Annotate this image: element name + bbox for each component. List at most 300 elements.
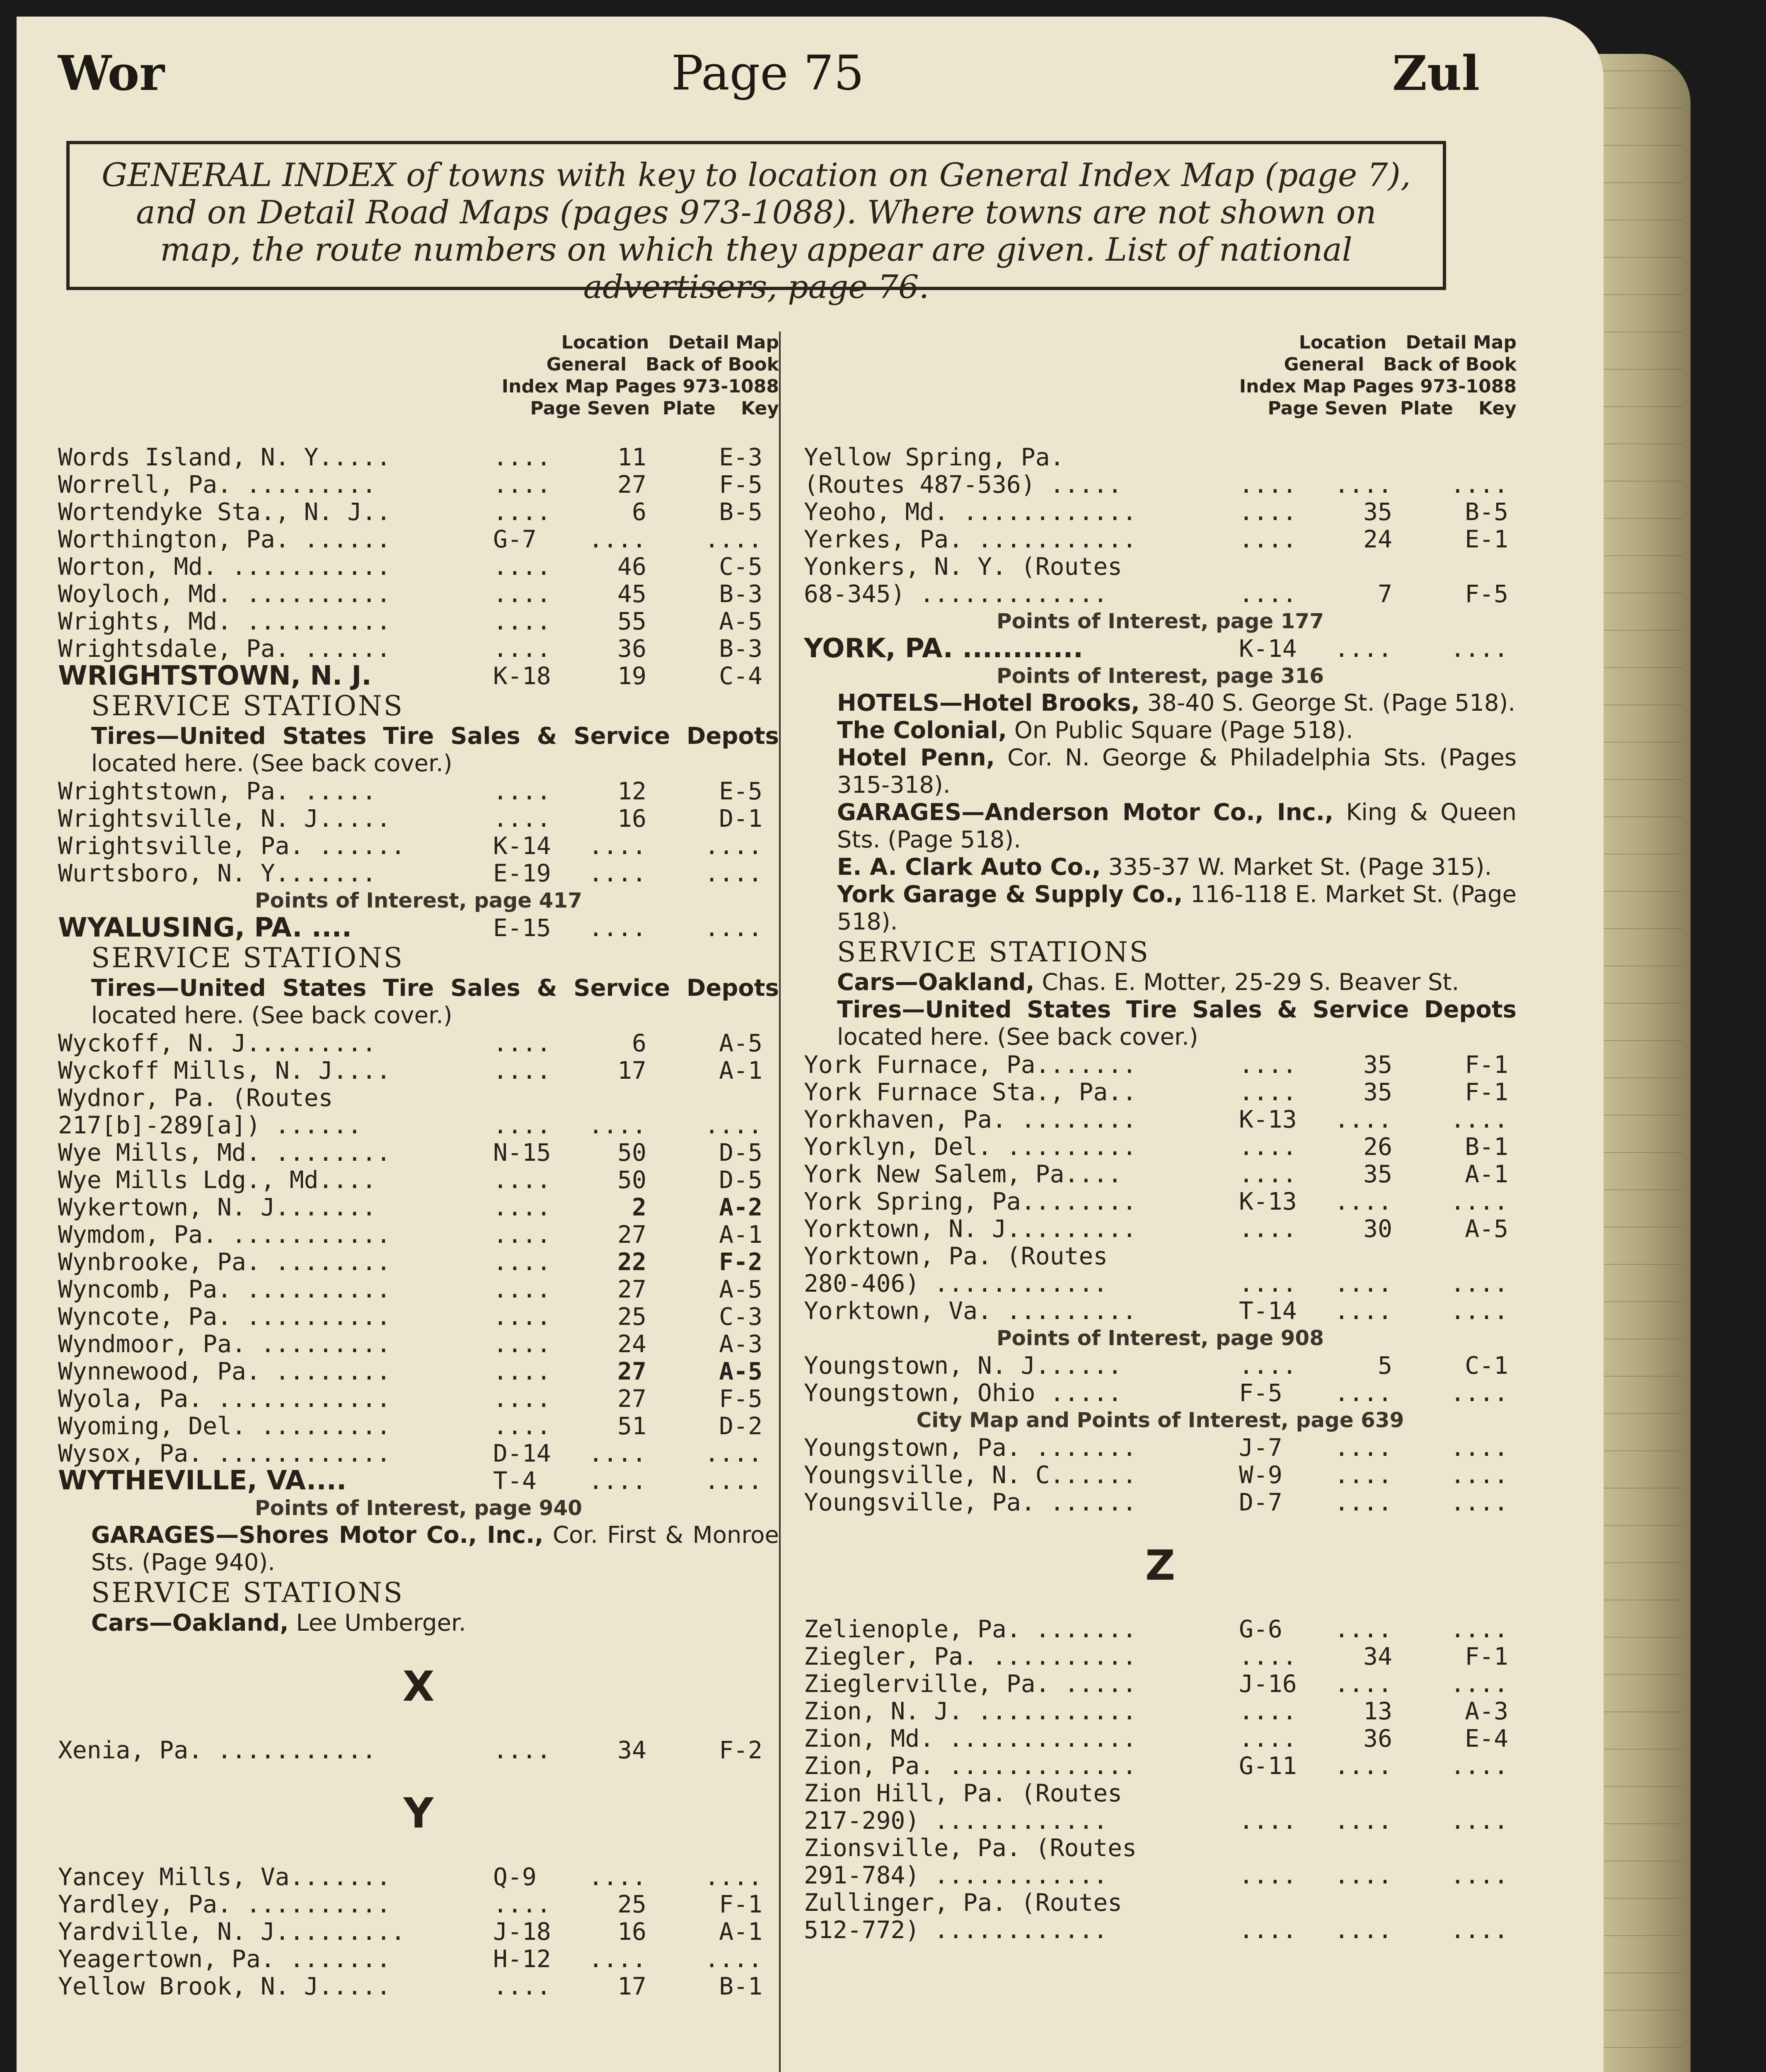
- listing-paragraph: [804, 717, 1517, 744]
- index-entry: [804, 1807, 1517, 1834]
- listing-business-name: GARAGES—Anderson Motor Co., Inc.,: [837, 799, 1334, 826]
- index-entry: [804, 1297, 1517, 1324]
- index-entry: [804, 1670, 1517, 1697]
- listing-details: 335-37 W. Market St. (Page 315).: [1101, 854, 1492, 881]
- location-key: ....: [1239, 1269, 1297, 1297]
- plate-number: 27: [617, 1275, 646, 1303]
- index-entry: [804, 1461, 1517, 1489]
- plate-number: ....: [1334, 1187, 1392, 1215]
- points-of-interest-note: Points of Interest, page 417: [255, 888, 582, 913]
- town-name: WRIGHTSTOWN, N. J.: [58, 661, 372, 691]
- listing-details: located here. (See back cover.): [91, 1002, 452, 1029]
- map-key: B-5: [1465, 498, 1508, 526]
- town-name: Yorktown, N. J.........: [804, 1215, 1137, 1243]
- plate-number: 50: [617, 1138, 646, 1167]
- location-key: E-19: [493, 859, 551, 887]
- listing-business-name: Hotel Penn,: [837, 744, 995, 771]
- location-key: ....: [1239, 470, 1297, 499]
- index-entry: [804, 1379, 1517, 1406]
- listing-details: located here. (See back cover.): [837, 1024, 1198, 1051]
- plate-number: 46: [617, 552, 646, 581]
- index-entry: [804, 1725, 1517, 1752]
- plate-number: 45: [617, 580, 646, 608]
- column-header-line: Location Detail Map: [561, 332, 779, 353]
- listing-details: 38-40 S. George St. (Page 518).: [1139, 690, 1516, 716]
- map-key: ....: [1450, 1806, 1508, 1835]
- town-name: Yorktown, Pa. (Routes: [804, 1242, 1108, 1270]
- location-key: ....: [493, 804, 551, 833]
- points-of-interest-note: Points of Interest, page 940: [255, 1496, 582, 1520]
- index-entry: [804, 1489, 1517, 1516]
- book-page: [17, 17, 1604, 2072]
- plate-number: 12: [617, 777, 646, 805]
- plate-number: 13: [1363, 1697, 1392, 1725]
- location-key: ....: [493, 1330, 551, 1358]
- location-key: ....: [493, 1056, 551, 1084]
- location-key: ....: [493, 777, 551, 805]
- listing-paragraph: [58, 723, 779, 777]
- section-heading: SERVICE STATIONS: [91, 1577, 404, 1609]
- page-number: Page 75: [671, 46, 864, 101]
- listing-details: On Public Square (Page 518).: [1007, 717, 1353, 744]
- plate-number: 19: [617, 662, 646, 690]
- column-header: [58, 332, 779, 443]
- location-key: ....: [493, 607, 551, 635]
- location-key: ....: [493, 1111, 551, 1139]
- map-key: E-4: [1465, 1724, 1508, 1752]
- listing-details: Cor. N. George & Philadelphia Sts. (Pages 315-318).: [837, 744, 1517, 799]
- index-entry: [804, 1352, 1517, 1379]
- index-entry: [804, 580, 1517, 608]
- location-key: ....: [1239, 1215, 1297, 1243]
- listing-business-name: The Colonial,: [837, 717, 1007, 744]
- town-name: York Furnace, Pa.......: [804, 1051, 1137, 1079]
- map-key: C-5: [719, 552, 762, 581]
- town-name: Wrights, Md. ..........: [58, 607, 391, 635]
- map-key: ....: [704, 1863, 762, 1891]
- location-key: ....: [1239, 1697, 1297, 1725]
- index-entry: [804, 1861, 1517, 1889]
- plate-number: ....: [1334, 1379, 1392, 1407]
- plate-number: ....: [1334, 1269, 1392, 1297]
- listing-details: located here. (See back cover.): [91, 750, 452, 777]
- plate-number: ....: [588, 832, 646, 860]
- points-of-interest-note: Points of Interest, page 177: [997, 609, 1324, 633]
- location-key: Q-9: [493, 1863, 537, 1891]
- town-name: Yardville, N. J.........: [58, 1917, 406, 1946]
- listing-paragraph: [58, 1522, 779, 1576]
- location-key: ....: [1239, 1133, 1297, 1161]
- index-entry: [58, 1276, 779, 1303]
- town-name: Yancey Mills, Va.......: [58, 1863, 391, 1891]
- map-key: ....: [1450, 1670, 1508, 1698]
- map-key: F-5: [719, 470, 762, 499]
- town-name: Wysox, Pa. ............: [58, 1439, 391, 1467]
- map-key: C-4: [719, 662, 762, 690]
- index-entry: [58, 1111, 779, 1139]
- town-name: Yorklyn, Del. .........: [804, 1133, 1137, 1161]
- town-name: Yonkers, N. Y. (Routes: [804, 552, 1122, 581]
- index-entry: [804, 1643, 1517, 1670]
- town-name: Wrightstown, Pa. .....: [58, 777, 377, 805]
- town-name: Wrightsville, N. J.....: [58, 804, 391, 833]
- index-entry: [58, 608, 779, 635]
- index-entry: [804, 1834, 1517, 1861]
- location-key: ....: [493, 1220, 551, 1249]
- map-key: ....: [1450, 1433, 1508, 1462]
- town-name: Wyoming, Del. .........: [58, 1412, 391, 1440]
- index-entry: [58, 1084, 779, 1111]
- town-name: Wynnewood, Pa. ........: [58, 1357, 391, 1385]
- location-key: ....: [493, 1890, 551, 1918]
- listing-paragraph: [58, 1610, 779, 1637]
- plate-number: ....: [1334, 1615, 1392, 1643]
- index-entry: [58, 1029, 779, 1057]
- location-key: ....: [1239, 1078, 1297, 1106]
- listing-details: 116-118 E. Market St. (Page 518).: [837, 881, 1517, 935]
- town-name: WYTHEVILLE, VA....: [58, 1465, 347, 1496]
- location-key: ....: [1239, 1051, 1297, 1079]
- location-key: D-7: [1239, 1488, 1282, 1516]
- map-key: ....: [1450, 1861, 1508, 1889]
- town-name: 68-345) .............: [804, 580, 1108, 608]
- map-key: ....: [1450, 634, 1508, 663]
- listing-details: Cor. First & Monroe Sts. (Page 940).: [91, 1522, 779, 1576]
- index-entry: [804, 1434, 1517, 1461]
- location-key: K-13: [1239, 1105, 1297, 1133]
- index-entry: [58, 777, 779, 805]
- index-entry: [804, 1188, 1517, 1215]
- location-key: ....: [1239, 1861, 1297, 1889]
- town-name: Wrightsdale, Pa. ......: [58, 634, 391, 663]
- map-key: A-1: [1465, 1160, 1508, 1188]
- plate-number: ....: [1334, 1433, 1392, 1462]
- location-key: ....: [493, 1275, 551, 1303]
- town-name: York Furnace Sta., Pa..: [804, 1078, 1137, 1106]
- index-entry: [58, 914, 779, 942]
- map-key: E-5: [719, 777, 762, 805]
- town-name: Zionsville, Pa. (Routes: [804, 1834, 1137, 1862]
- plate-number: ....: [588, 1863, 646, 1891]
- index-entry: [58, 1139, 779, 1166]
- general-index-notice: GENERAL INDEX of towns with key to location on General Index Map (page 7), and on Detail Road Maps (pages 973-1088). Where towns are not shown on map, the route numbers on which they appear are given. List of national advertisers, page 76.: [66, 141, 1446, 290]
- index-entry: [804, 471, 1517, 498]
- plate-number: ....: [1334, 1916, 1392, 1944]
- plate-number: 17: [617, 1056, 646, 1084]
- listing-business-name: Cars—Oakland,: [91, 1610, 289, 1636]
- map-key: A-1: [719, 1056, 762, 1084]
- listing-business-name: Tires—United States Tire Sales & Service Depots: [91, 975, 779, 1002]
- index-entry: [804, 1752, 1517, 1779]
- index-entry: [804, 1106, 1517, 1133]
- map-key: ....: [704, 914, 762, 942]
- location-key: ....: [1239, 1724, 1297, 1752]
- location-key: ....: [493, 498, 551, 526]
- town-name: Worthington, Pa. ......: [58, 525, 391, 553]
- location-key: ....: [1239, 1351, 1297, 1380]
- plate-number: ....: [1334, 1105, 1392, 1133]
- location-key: ....: [493, 552, 551, 581]
- listing-paragraph: [804, 969, 1517, 996]
- index-entry: [58, 1945, 779, 1973]
- location-key: E-15: [493, 914, 551, 942]
- map-key: ....: [704, 1467, 762, 1495]
- town-name: Xenia, Pa. ...........: [58, 1736, 377, 1764]
- town-name: Wyola, Pa. ............: [58, 1385, 391, 1413]
- town-name: 291-784) ............: [804, 1861, 1108, 1889]
- location-key: J-7: [1239, 1433, 1282, 1462]
- map-key: C-3: [719, 1302, 762, 1331]
- map-key: B-3: [719, 580, 762, 608]
- map-key: F-2: [719, 1248, 762, 1276]
- map-key: A-5: [719, 1029, 762, 1057]
- location-key: N-15: [493, 1138, 551, 1167]
- listing-paragraph: [58, 975, 779, 1029]
- plate-number: 16: [617, 804, 646, 833]
- points-of-interest-note: City Map and Points of Interest, page 639: [916, 1408, 1404, 1432]
- plate-number: ....: [588, 1467, 646, 1495]
- plate-number: 36: [617, 634, 646, 663]
- listing-paragraph: [804, 799, 1517, 854]
- plate-number: 7: [1378, 580, 1392, 608]
- map-key: B-5: [719, 498, 762, 526]
- plate-number: 36: [1363, 1724, 1392, 1752]
- map-key: B-1: [719, 1972, 762, 2000]
- index-entry: [58, 1330, 779, 1358]
- location-key: F-5: [1239, 1379, 1282, 1407]
- map-key: A-1: [719, 1220, 762, 1249]
- location-key: ....: [493, 1166, 551, 1194]
- location-key: K-18: [493, 662, 551, 690]
- plate-number: 27: [617, 1357, 646, 1385]
- index-entry: [58, 1057, 779, 1084]
- town-name: Youngsville, N. C......: [804, 1461, 1137, 1489]
- listing-paragraph: [804, 744, 1517, 799]
- index-entry: [804, 1051, 1517, 1078]
- town-name: Wurtsboro, N. Y.......: [58, 859, 377, 887]
- location-key: ....: [493, 634, 551, 663]
- plate-number: 5: [1378, 1351, 1392, 1380]
- town-name: Wye Mills, Md. ........: [58, 1138, 391, 1167]
- index-entry: [58, 1221, 779, 1248]
- location-key: T-14: [1239, 1297, 1297, 1325]
- plate-number: 24: [617, 1330, 646, 1358]
- town-name: Wymdom, Pa. ...........: [58, 1220, 391, 1249]
- map-key: ....: [704, 1945, 762, 1973]
- index-entry: [804, 525, 1517, 553]
- town-name: Zullinger, Pa. (Routes: [804, 1888, 1122, 1917]
- map-key: A-5: [1465, 1215, 1508, 1243]
- plate-number: ....: [588, 914, 646, 942]
- index-entry: [58, 1166, 779, 1193]
- index-entry: [804, 1133, 1517, 1160]
- index-entry: [58, 1467, 779, 1494]
- town-name: Yellow Brook, N. J.....: [58, 1972, 391, 2000]
- map-key: ....: [1450, 1379, 1508, 1407]
- town-name: Wydnor, Pa. (Routes: [58, 1084, 333, 1112]
- plate-number: 26: [1363, 1133, 1392, 1161]
- town-name: Zion Hill, Pa. (Routes: [804, 1779, 1122, 1807]
- town-name: Zion, Md. .............: [804, 1724, 1137, 1752]
- column-divider: [779, 332, 781, 2072]
- location-key: J-18: [493, 1917, 551, 1946]
- map-key: E-1: [1465, 525, 1508, 553]
- plate-number: ....: [588, 525, 646, 553]
- map-key: A-5: [719, 1357, 762, 1385]
- map-key: A-3: [719, 1330, 762, 1358]
- left-index-column: [58, 332, 779, 2072]
- index-entry: [58, 580, 779, 608]
- plate-number: 27: [617, 1385, 646, 1413]
- town-name: Wyncote, Pa. ..........: [58, 1302, 391, 1331]
- location-key: ....: [1239, 1806, 1297, 1835]
- index-entry: [804, 498, 1517, 525]
- map-key: F-1: [1465, 1078, 1508, 1106]
- right-entries: [804, 443, 1517, 1944]
- map-key: A-1: [719, 1917, 762, 1946]
- map-key: ....: [1450, 1105, 1508, 1133]
- location-key: G-11: [1239, 1752, 1297, 1780]
- listing-details: Lee Umberger.: [288, 1610, 466, 1636]
- town-name: Youngstown, Ohio .....: [804, 1379, 1122, 1407]
- town-name: 217[b]-289[a]) ......: [58, 1111, 362, 1139]
- index-entry: [58, 525, 779, 553]
- listing-paragraph: [804, 881, 1517, 936]
- map-key: ....: [1450, 1269, 1508, 1297]
- plate-number: 24: [1363, 525, 1392, 553]
- town-name: Yeoho, Md. ............: [804, 498, 1137, 526]
- listing-details: Chas. E. Motter, 25-29 S. Beaver St.: [1034, 969, 1459, 996]
- location-key: ....: [493, 443, 551, 471]
- plate-number: 22: [617, 1248, 646, 1276]
- plate-number: 6: [632, 1029, 646, 1057]
- town-name: York Spring, Pa........: [804, 1187, 1137, 1215]
- town-name: Wykertown, N. J.......: [58, 1193, 377, 1221]
- town-name: Zion, N. J. ...........: [804, 1697, 1137, 1725]
- location-key: D-14: [493, 1439, 551, 1467]
- alphabet-section-letter: Y: [403, 1789, 434, 1837]
- plate-number: 25: [617, 1302, 646, 1331]
- map-key: F-2: [719, 1736, 762, 1764]
- plate-number: ....: [1334, 1806, 1392, 1835]
- index-entry: [58, 471, 779, 498]
- index-entry: [804, 1916, 1517, 1944]
- column-header-line: Location Detail Map: [1299, 332, 1517, 353]
- index-entry: [58, 1303, 779, 1330]
- map-key: F-5: [1465, 580, 1508, 608]
- header-right-guide-word: Zul: [1392, 46, 1480, 102]
- town-name: Youngsville, Pa. ......: [804, 1488, 1137, 1516]
- plate-number: 27: [617, 470, 646, 499]
- map-key: ....: [1450, 1916, 1508, 1944]
- location-key: ....: [493, 1302, 551, 1331]
- town-name: 512-772) ............: [804, 1916, 1108, 1944]
- column-header-line: Index Map Pages 973-1088: [1239, 376, 1517, 397]
- plate-number: 35: [1363, 1051, 1392, 1079]
- plate-number: ....: [1334, 1861, 1392, 1889]
- town-name: YORK, PA. ............: [804, 633, 1084, 664]
- index-entry: [58, 1440, 779, 1467]
- plate-number: 34: [617, 1736, 646, 1764]
- plate-number: 16: [617, 1917, 646, 1946]
- index-entry: [58, 1248, 779, 1276]
- map-key: A-5: [719, 1275, 762, 1303]
- index-entry: [804, 1242, 1517, 1270]
- index-entry: [58, 662, 779, 690]
- town-name: Ziegler, Pa. ..........: [804, 1642, 1137, 1670]
- map-key: D-5: [719, 1166, 762, 1194]
- listing-business-name: York Garage & Supply Co.,: [837, 881, 1183, 908]
- column-header-line: Page Seven Plate Key: [1268, 398, 1517, 419]
- plate-number: 2: [632, 1193, 646, 1221]
- map-key: ....: [1450, 1297, 1508, 1325]
- index-entry: [58, 1973, 779, 2000]
- listing-business-name: GARAGES—Shores Motor Co., Inc.,: [91, 1522, 544, 1549]
- location-key: K-14: [1239, 634, 1297, 663]
- plate-number: 50: [617, 1166, 646, 1194]
- town-name: Words Island, N. Y.....: [58, 443, 391, 471]
- location-key: ....: [1239, 1160, 1297, 1188]
- location-key: G-6: [1239, 1615, 1282, 1643]
- location-key: G-7: [493, 525, 537, 553]
- plate-number: ....: [588, 859, 646, 887]
- location-key: ....: [493, 580, 551, 608]
- index-entry: [804, 1160, 1517, 1188]
- map-key: A-5: [719, 607, 762, 635]
- index-entry: [804, 635, 1517, 662]
- index-entry: [58, 832, 779, 859]
- location-key: ....: [493, 1193, 551, 1221]
- location-key: ....: [1239, 1916, 1297, 1944]
- index-entry: [804, 1889, 1517, 1916]
- map-key: A-3: [1465, 1697, 1508, 1725]
- index-entry: [58, 498, 779, 525]
- map-key: ....: [704, 832, 762, 860]
- town-name: Wrightsville, Pa. ......: [58, 832, 406, 860]
- plate-number: ....: [588, 1945, 646, 1973]
- plate-number: 35: [1363, 498, 1392, 526]
- listing-business-name: E. A. Clark Auto Co.,: [837, 854, 1101, 881]
- listing-details: King & Queen Sts. (Page 518).: [837, 799, 1517, 853]
- plate-number: ....: [1334, 634, 1392, 663]
- location-key: ....: [493, 1385, 551, 1413]
- page-header: [17, 17, 1604, 112]
- map-key: F-1: [1465, 1642, 1508, 1670]
- location-key: ....: [1239, 525, 1297, 553]
- points-of-interest-note: Points of Interest, page 316: [997, 664, 1324, 688]
- listing-business-name: Tires—United States Tire Sales & Service Depots: [837, 996, 1517, 1023]
- column-header-line: Page Seven Plate Key: [530, 398, 779, 419]
- plate-number: 27: [617, 1220, 646, 1249]
- left-entries: [58, 443, 779, 2000]
- map-key: ....: [704, 1111, 762, 1139]
- town-name: Worton, Md. ...........: [58, 552, 391, 581]
- index-entry: [804, 1615, 1517, 1643]
- listing-paragraph: [804, 854, 1517, 881]
- listing-business-name: Tires—United States Tire Sales & Service Depots: [91, 723, 779, 750]
- plate-number: ....: [1334, 1752, 1392, 1780]
- index-entry: [58, 1890, 779, 1918]
- town-name: 280-406) ............: [804, 1269, 1108, 1297]
- town-name: Yorkhaven, Pa. ........: [804, 1105, 1137, 1133]
- map-key: ....: [1450, 1615, 1508, 1643]
- plate-number: 17: [617, 1972, 646, 2000]
- location-key: H-12: [493, 1945, 551, 1973]
- location-key: ....: [493, 1412, 551, 1440]
- map-key: ....: [1450, 470, 1508, 499]
- map-key: B-1: [1465, 1133, 1508, 1161]
- section-heading: SERVICE STATIONS: [91, 942, 404, 974]
